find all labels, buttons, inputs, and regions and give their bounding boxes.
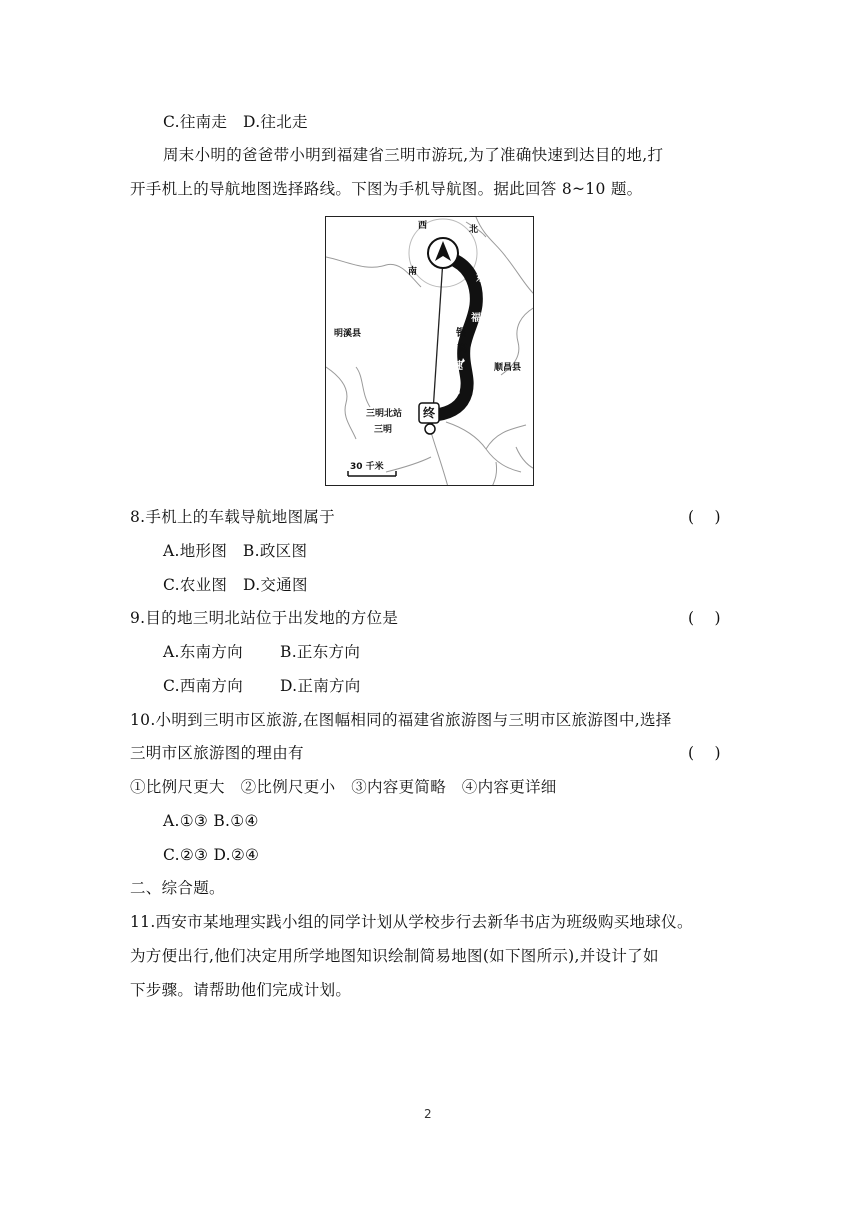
compass-west-label: 西 bbox=[418, 221, 428, 231]
shunchang-county-label: 顺昌县 bbox=[494, 363, 522, 373]
question-8-options-cd: C.农业图 D.交通图 bbox=[163, 576, 308, 594]
question-9-option-d: D.正南方向 bbox=[280, 677, 361, 695]
question-10-items: ①比例尺更大 ②比例尺更小 ③内容更简略 ④内容更详细 bbox=[130, 778, 557, 796]
question-11-line-1: 11.西安市某地理实践小组的同学计划从学校步行去新华书店为班级购买地球仪。 bbox=[130, 913, 693, 931]
question-11-line-3: 下步骤。请帮助他们完成计划。 bbox=[130, 981, 352, 999]
sanming-north-station-label: 三明北站 bbox=[366, 409, 403, 419]
navigation-map bbox=[325, 216, 534, 486]
question-10-options-cd: C.②③ D.②④ bbox=[163, 846, 260, 864]
scale-bar-label: 30 千米 bbox=[350, 462, 384, 472]
end-marker-label: 终 bbox=[423, 406, 436, 420]
page-number: 2 bbox=[424, 1107, 432, 1121]
question-10-answer-blank[interactable]: ( ) bbox=[688, 744, 721, 762]
question-9-option-b: B.正东方向 bbox=[280, 643, 361, 661]
road-label-char-3: 高 bbox=[457, 344, 467, 355]
question-9-stem: 9.目的地三明北站位于出发地的方位是 bbox=[130, 609, 399, 627]
question-8-stem: 8.手机上的车载导航地图属于 bbox=[130, 508, 335, 526]
compass-north-label: 北 bbox=[469, 225, 479, 235]
question-9-option-c: C.西南方向 bbox=[163, 677, 244, 695]
intro-paragraph-line-1: 周末小明的爸爸带小明到福建省三明市游玩,为了准确快速到达目的地,打 bbox=[163, 146, 664, 164]
road-label-char-4: 速 bbox=[453, 361, 463, 372]
intro-paragraph-line-2: 开手机上的导航地图选择路线。下图为手机导航图。据此回答 8~10 题。 bbox=[130, 180, 643, 198]
question-8-answer-blank[interactable]: ( ) bbox=[688, 508, 721, 526]
compass-east-label: 东 bbox=[476, 274, 486, 284]
option-line-c-d: C.往南走 D.往北走 bbox=[163, 113, 308, 131]
sanming-city-label: 三明 bbox=[374, 425, 393, 435]
road-label-char-2: 银 bbox=[456, 328, 466, 339]
question-9-option-a: A.东南方向 bbox=[163, 643, 243, 661]
question-10-options-ab: A.①③ B.①④ bbox=[163, 812, 259, 830]
compass-south-label: 南 bbox=[408, 267, 418, 277]
question-10-stem-line-2: 三明市区旅游图的理由有 bbox=[130, 744, 304, 762]
section-2-heading: 二、综合题。 bbox=[130, 879, 225, 897]
question-10-stem-line-1: 10.小明到三明市区旅游,在图幅相同的福建省旅游图与三明市区旅游图中,选择 bbox=[130, 711, 672, 729]
question-11-line-2: 为方便出行,他们决定用所学地图知识绘制简易地图(如下图所示),并设计了如 bbox=[130, 947, 659, 965]
road-label-char-1: 福 bbox=[471, 313, 481, 324]
mingxi-county-label: 明溪县 bbox=[334, 329, 362, 339]
question-9-answer-blank[interactable]: ( ) bbox=[688, 609, 721, 627]
question-8-options-ab: A.地形图 B.政区图 bbox=[163, 542, 308, 560]
map-graphic bbox=[326, 217, 534, 486]
